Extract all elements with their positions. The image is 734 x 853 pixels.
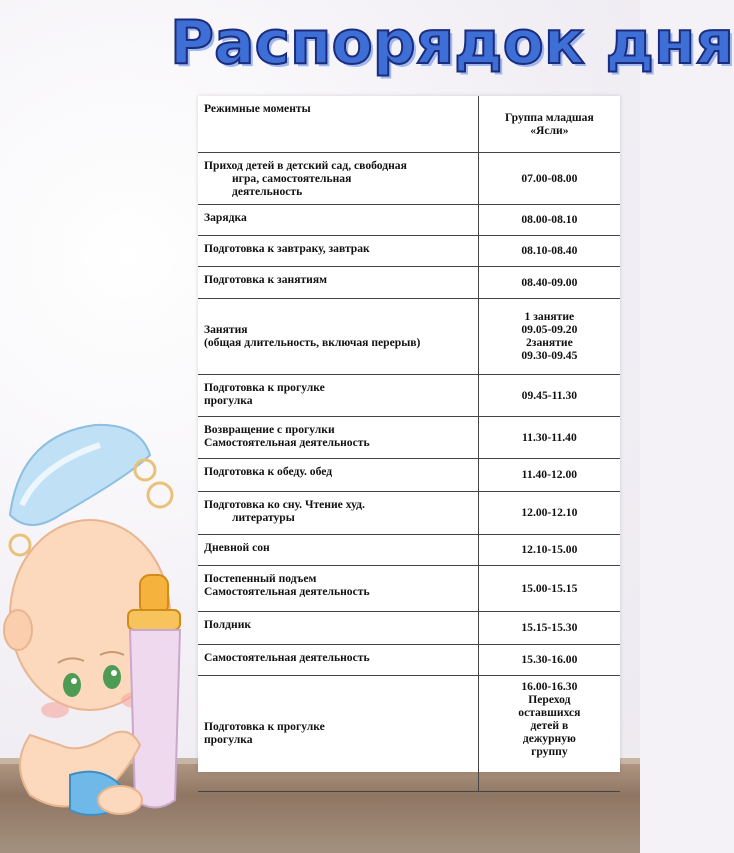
activity-cell: Полдник: [198, 611, 478, 644]
activity-cell: Дневной сон: [198, 534, 478, 565]
header-cell-moments: Режимные моменты: [198, 96, 478, 152]
activity-cell: Подготовка к обеду. обед: [198, 458, 478, 491]
time-cell: 15.30-16.00: [478, 644, 620, 675]
time-cell: 08.10-08.40: [478, 235, 620, 266]
schedule-table: [198, 96, 620, 772]
table-row: [198, 534, 620, 565]
page-title: Распорядок дня: [170, 8, 734, 78]
baby-with-bottle-illustration: [0, 405, 200, 825]
table-row: Подготовка ко сну. Чтение худ. литературы 12.00-12.10: [198, 491, 620, 534]
time-cell: 07.00-08.00: [478, 152, 620, 204]
table-row: [198, 611, 620, 644]
activity-cell: Подготовка к занятиям: [198, 266, 478, 298]
table-row: Возвращение с прогулки Самостоятельная деятельность 11.30-11.40: [198, 416, 620, 458]
activity-cell: Подготовка к завтраку, завтрак: [198, 235, 478, 266]
table-row: [198, 458, 620, 491]
table-row: Подготовка к прогулке прогулка 09.45-11.30: [198, 374, 620, 416]
time-cell: 08.00-08.10: [478, 204, 620, 235]
time-cell: 09.45-11.30: [478, 374, 620, 416]
table-header-row: [198, 96, 620, 152]
table-row: Постепенный подъем Самостоятельная деятельность 15.00-15.15: [198, 565, 620, 611]
table-row: [198, 644, 620, 675]
time-cell: 11.30-11.40: [478, 416, 620, 458]
time-cell: 12.00-12.10: [478, 491, 620, 534]
table-row: [198, 204, 620, 235]
time-cell: 12.10-15.00: [478, 534, 620, 565]
time-cell: 15.00-15.15: [478, 565, 620, 611]
time-cell: 11.40-12.00: [478, 458, 620, 491]
table-row: Подготовка к прогулке прогулка 16.00-16.30 Переход оставшихся детей в дежурную группу: [198, 675, 620, 791]
time-cell: 15.15-15.30: [478, 611, 620, 644]
header-cell-group: Группа младшая «Ясли»: [478, 96, 620, 152]
table-row: Занятия (общая длительность, включая перерыв) 1 занятие 09.05-09.20 2занятие 09.30-09.45: [198, 298, 620, 374]
table-row: [198, 235, 620, 266]
time-cell: 08.40-09.00: [478, 266, 620, 298]
table-row: Приход детей в детский сад, свободная игра, самостоятельная деятельность 07.00-08.00: [198, 152, 620, 204]
table-row: [198, 266, 620, 298]
activity-cell: Самостоятельная деятельность: [198, 644, 478, 675]
activity-cell: Зарядка: [198, 204, 478, 235]
